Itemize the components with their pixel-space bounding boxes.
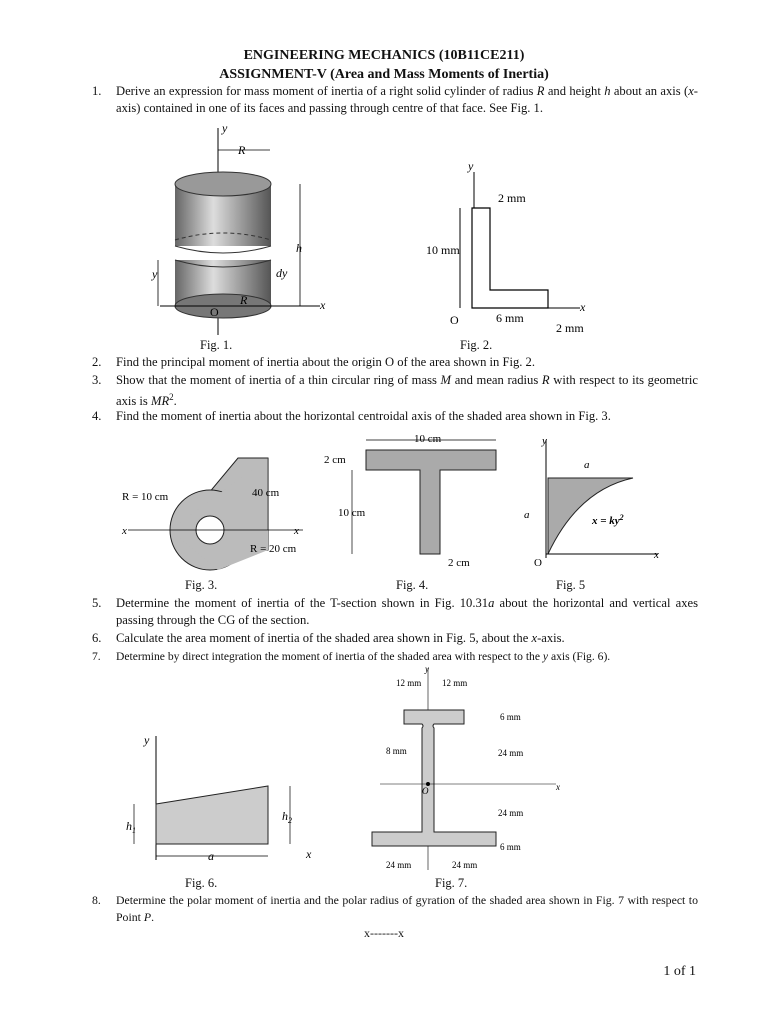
q-text: Determine by direct integration the moment of inertia of the shaded area with respect to the bbox=[116, 650, 543, 663]
q-text: Determine the moment of inertia of the T-section shown in Fig. 10.31 bbox=[116, 596, 489, 610]
fig5-x-label: x bbox=[654, 549, 659, 561]
fig4-flange-dim: 2 cm bbox=[324, 454, 346, 466]
fig7-y-label: y bbox=[425, 664, 429, 674]
question-number: 1. bbox=[92, 84, 102, 98]
fig6-x-label: x bbox=[306, 847, 312, 861]
fig6-a-dim: a bbox=[208, 849, 214, 863]
fig2-origin: O bbox=[450, 313, 459, 327]
question-2 bbox=[92, 354, 698, 371]
figure-7-i-section bbox=[360, 664, 560, 874]
question-8 bbox=[92, 892, 698, 926]
q-text: Find the principal moment of inertia about the origin O of the area shown in Fig. 2. bbox=[116, 355, 536, 369]
question-number: 2. bbox=[92, 355, 102, 369]
fig1-y-left: y bbox=[152, 267, 158, 281]
fig6-y-label: y bbox=[144, 733, 150, 747]
fig2-base-dim: 6 mm bbox=[496, 311, 524, 325]
q-text: . bbox=[173, 394, 177, 409]
q-text: and height bbox=[544, 84, 605, 98]
figure-3-plate bbox=[118, 450, 328, 580]
fig2-thickness-dim: 2 mm bbox=[556, 321, 584, 335]
fig5-a-side: a bbox=[524, 509, 530, 521]
fig6-h2 bbox=[282, 809, 292, 825]
q-text: Determine the polar moment of inertia and the polar radius of gyration of the shaded area shown in Fig. 7 with respect to Point bbox=[116, 893, 698, 924]
fig5-origin: O bbox=[534, 557, 542, 569]
q-text: -axis) contained in one of its faces and passing through centre of that face. See Fig. 1. bbox=[116, 84, 698, 115]
fig3-x-right: x bbox=[294, 525, 299, 537]
assignment-title: ASSIGNMENT-V (Area and Mass Moments of Inertia) bbox=[219, 67, 549, 82]
fig7-height-top-dim: 24 mm bbox=[498, 748, 524, 758]
fig4-web-height-dim: 10 cm bbox=[338, 507, 366, 519]
fig7-bottom-left-dim: 24 mm bbox=[386, 860, 412, 870]
var: R bbox=[541, 373, 550, 387]
var: P bbox=[143, 910, 152, 924]
q-text: . bbox=[151, 910, 155, 924]
q-text: axis (Fig. 6). bbox=[548, 650, 611, 663]
fig5-equation bbox=[591, 513, 624, 527]
fig1-x-label: x bbox=[320, 298, 326, 312]
question-6 bbox=[92, 630, 698, 647]
fig7-top-right-dim: 12 mm bbox=[442, 678, 468, 688]
fig2-y-label: y bbox=[468, 159, 474, 173]
q-text: Derive an expression for mass moment of inertia of a right solid cylinder of radius bbox=[116, 84, 537, 98]
question-3 bbox=[92, 372, 698, 410]
fig7-height-bottom-dim: 24 mm bbox=[498, 808, 524, 818]
question-number: 7. bbox=[92, 650, 101, 663]
figure-1-cylinder bbox=[140, 120, 340, 340]
fig1-R-top: R bbox=[238, 143, 246, 157]
question-7 bbox=[92, 648, 698, 665]
fig7-flange-top-dim: 6 mm bbox=[500, 712, 521, 722]
fig2-top-dim: 2 mm bbox=[498, 191, 526, 205]
fig3-radius-small: R = 10 cm bbox=[122, 491, 169, 503]
q-text: -axis. bbox=[537, 631, 565, 645]
figure-2-l-section bbox=[420, 158, 590, 338]
var: M bbox=[440, 373, 452, 387]
q-text: with respect to its geometric axis is bbox=[116, 373, 699, 409]
fig7-x-label: x bbox=[556, 782, 560, 792]
fig3-x-left: x bbox=[122, 525, 127, 537]
fig1-origin: O bbox=[210, 305, 219, 319]
question-4 bbox=[92, 408, 698, 425]
fig1-y-label: y bbox=[222, 121, 228, 135]
q-text: about the horizontal and vertical axes passing through the CG of the section. bbox=[116, 596, 698, 627]
var: R bbox=[536, 84, 545, 98]
var: a bbox=[488, 596, 495, 610]
caption-fig7: Fig. 7. bbox=[435, 876, 468, 890]
fig6-h1 bbox=[126, 819, 136, 835]
document-title: ENGINEERING MECHANICS (10B11CE211) bbox=[243, 48, 525, 63]
fig1-R-bottom: R bbox=[240, 293, 248, 307]
fig5-a-top: a bbox=[584, 459, 590, 471]
fig7-origin: O bbox=[422, 786, 429, 796]
caption-fig4: Fig. 4. bbox=[396, 578, 429, 592]
page-number: 1 of 1 bbox=[663, 964, 696, 979]
end-separator: x-------x bbox=[364, 926, 404, 940]
fig4-web-dim: 2 cm bbox=[448, 557, 470, 569]
caption-fig6: Fig. 6. bbox=[185, 876, 218, 890]
question-number: 6. bbox=[92, 631, 102, 645]
fig3-height-dim: 40 cm bbox=[252, 487, 280, 499]
var: x bbox=[531, 631, 538, 645]
question-number: 4. bbox=[92, 409, 102, 423]
question-5 bbox=[92, 595, 698, 629]
caption-fig5: Fig. 5 bbox=[556, 578, 586, 592]
eq-main: x = ky bbox=[592, 515, 620, 527]
h1-main: h bbox=[126, 819, 132, 833]
question-1 bbox=[92, 83, 698, 117]
h1-subscript: 1 bbox=[132, 826, 136, 835]
fig5-y-label: y bbox=[542, 435, 547, 447]
q-text: Show that the moment of inertia of a thin circular ring of mass bbox=[116, 373, 441, 387]
q-text: about an axis ( bbox=[610, 84, 689, 98]
figure-6-trapezoid bbox=[122, 730, 322, 870]
fig3-radius-large: R = 20 cm bbox=[250, 543, 297, 555]
var: h bbox=[604, 84, 611, 98]
fig1-h: h bbox=[296, 241, 302, 255]
figure-4-t-section bbox=[322, 430, 502, 570]
superscript: 2 bbox=[169, 392, 174, 402]
q-text: and mean radius bbox=[451, 373, 542, 387]
fig1-dy: dy bbox=[276, 266, 288, 280]
fig2-height-dim: 10 mm bbox=[426, 243, 460, 257]
h2-subscript: 2 bbox=[288, 816, 292, 825]
q-text: Calculate the area moment of inertia of the shaded area shown in Fig. 5, about the bbox=[116, 631, 532, 645]
question-number: 5. bbox=[92, 596, 102, 610]
caption-fig2: Fig. 2. bbox=[460, 338, 493, 352]
question-number: 3. bbox=[92, 373, 102, 387]
fig7-web-dim: 8 mm bbox=[386, 746, 407, 756]
fig2-x-label: x bbox=[580, 300, 586, 314]
fig7-top-left-dim: 12 mm bbox=[396, 678, 422, 688]
figure-5-parabolic-area bbox=[518, 434, 668, 569]
eq-superscript: 2 bbox=[619, 513, 624, 522]
var: MR bbox=[150, 394, 170, 409]
question-number: 8. bbox=[92, 893, 101, 907]
caption-fig3: Fig. 3. bbox=[185, 578, 218, 592]
fig7-flange-bottom-dim: 6 mm bbox=[500, 842, 521, 852]
fig4-width-dim: 10 cm bbox=[414, 433, 442, 445]
var: x bbox=[688, 84, 694, 98]
fig7-bottom-right-dim: 24 mm bbox=[452, 860, 478, 870]
q-text: Find the moment of inertia about the horizontal centroidal axis of the shaded area shown in Fig. 3. bbox=[116, 409, 611, 423]
h2-main: h bbox=[282, 809, 288, 823]
caption-fig1: Fig. 1. bbox=[200, 338, 233, 352]
var: y bbox=[542, 650, 549, 663]
